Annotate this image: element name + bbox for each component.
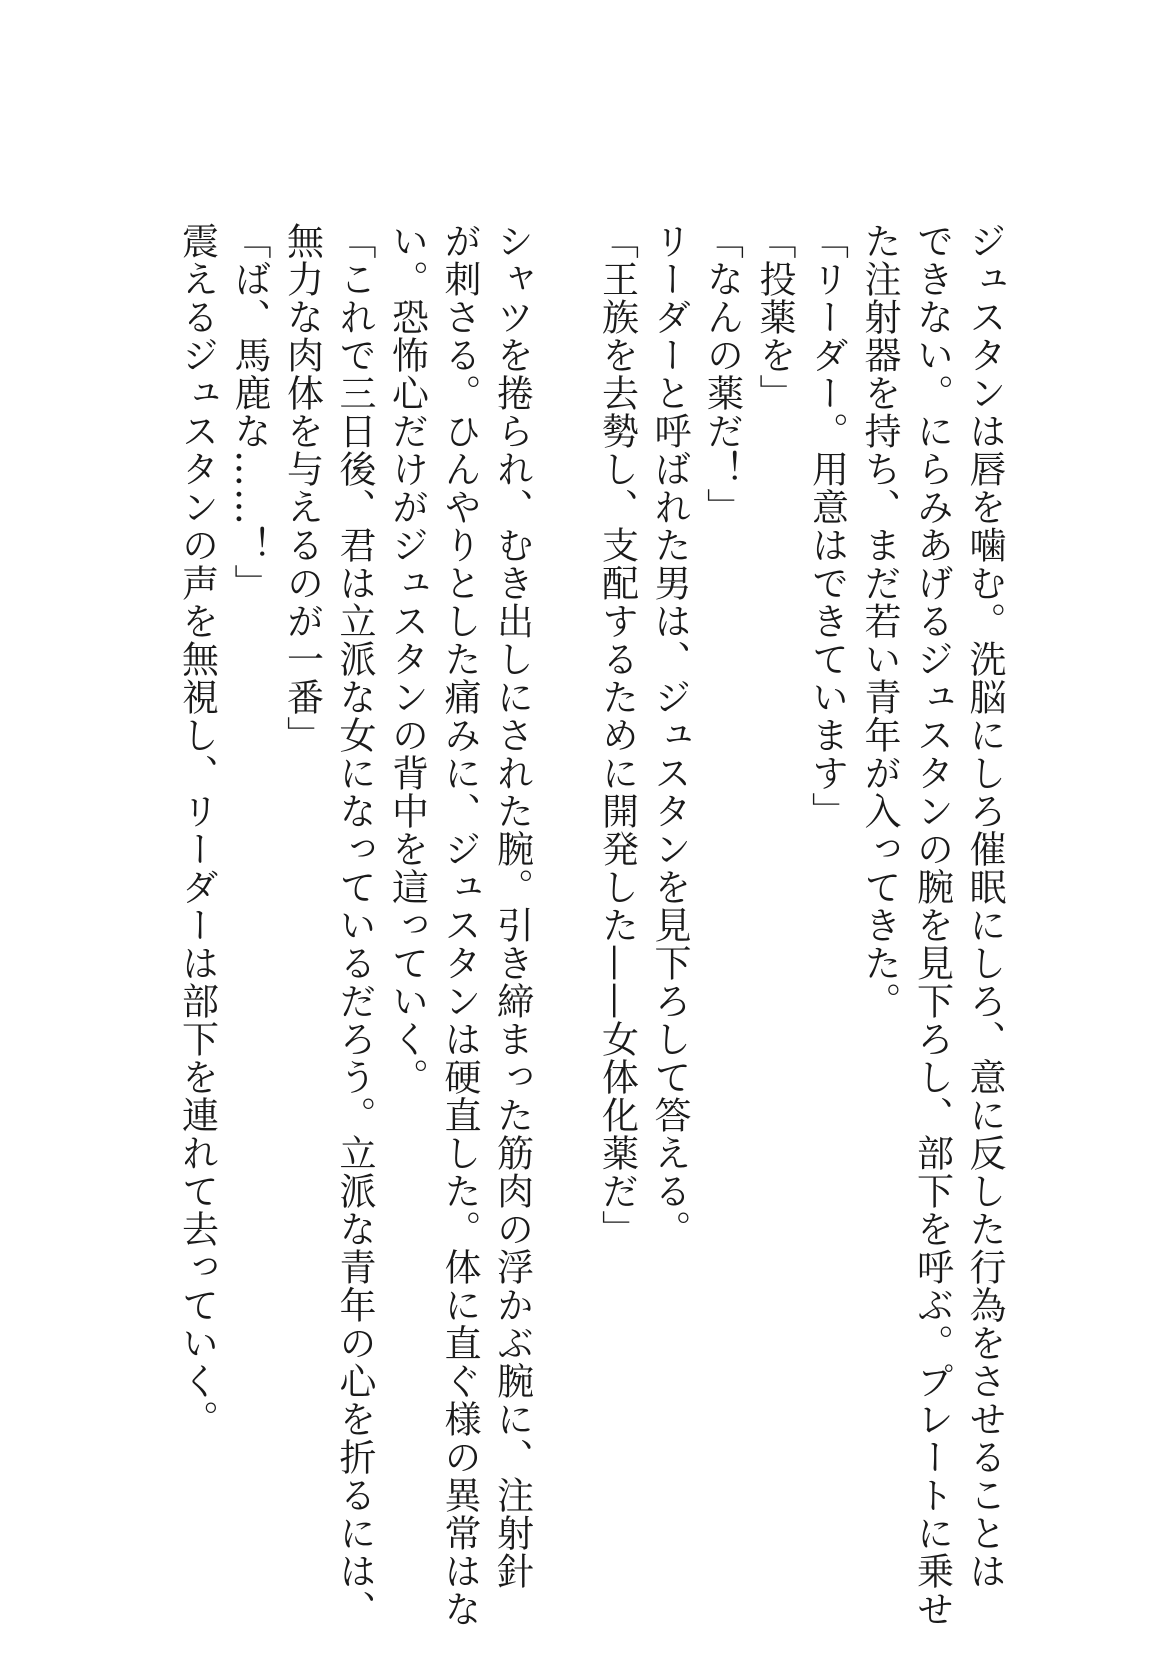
text-line: できない。にらみあげるジュスタンの腕を見下ろし、部下を呼ぶ。プレートに乗せ <box>910 222 954 1628</box>
text-line: シャツを捲られ、むき出しにされた腕。引き締まった筋肉の浮かぶ腕に、注射針 <box>490 222 534 1590</box>
text-line: 無力な肉体を与えるのが一番」 <box>280 222 324 754</box>
text-line: リーダーと呼ばれた男は、ジュスタンを見下ろして答える。 <box>648 222 691 1248</box>
text-line: 震えるジュスタンの声を無視し、リーダーは部下を連れて去っていく。 <box>175 222 219 1438</box>
text-line: 「王族を去勢し、支配するために開発した——女体化薬だ」 <box>595 222 639 1248</box>
blank-line <box>538 222 591 1492</box>
text-line: が刺さる。ひんやりとした痛みに、ジュスタンは硬直した。体に直ぐ様の異常はな <box>438 222 481 1628</box>
text-line: 「リーダー。用意はできています」 <box>805 222 849 830</box>
text-line: い。恐怖心だけがジュスタンの背中を這っていく。 <box>385 222 429 1096</box>
text-line: た注射器を持ち、まだ若い青年が入ってきた。 <box>858 222 901 1020</box>
text-line: 「投薬を」 <box>753 222 796 412</box>
text-line: 「ば、馬鹿な……！」 <box>228 222 271 602</box>
text-line: ジュスタンは唇を噛む。洗脳にしろ催眠にしろ、意に反した行為をさせることは <box>963 222 1006 1590</box>
vertical-text-body <box>170 222 1010 1628</box>
text-line: 「これで三日後、君は立派な女になっているだろう。立派な青年の心を折るには、 <box>333 222 376 1628</box>
text-line: 「なんの薬だ！」 <box>700 222 744 526</box>
